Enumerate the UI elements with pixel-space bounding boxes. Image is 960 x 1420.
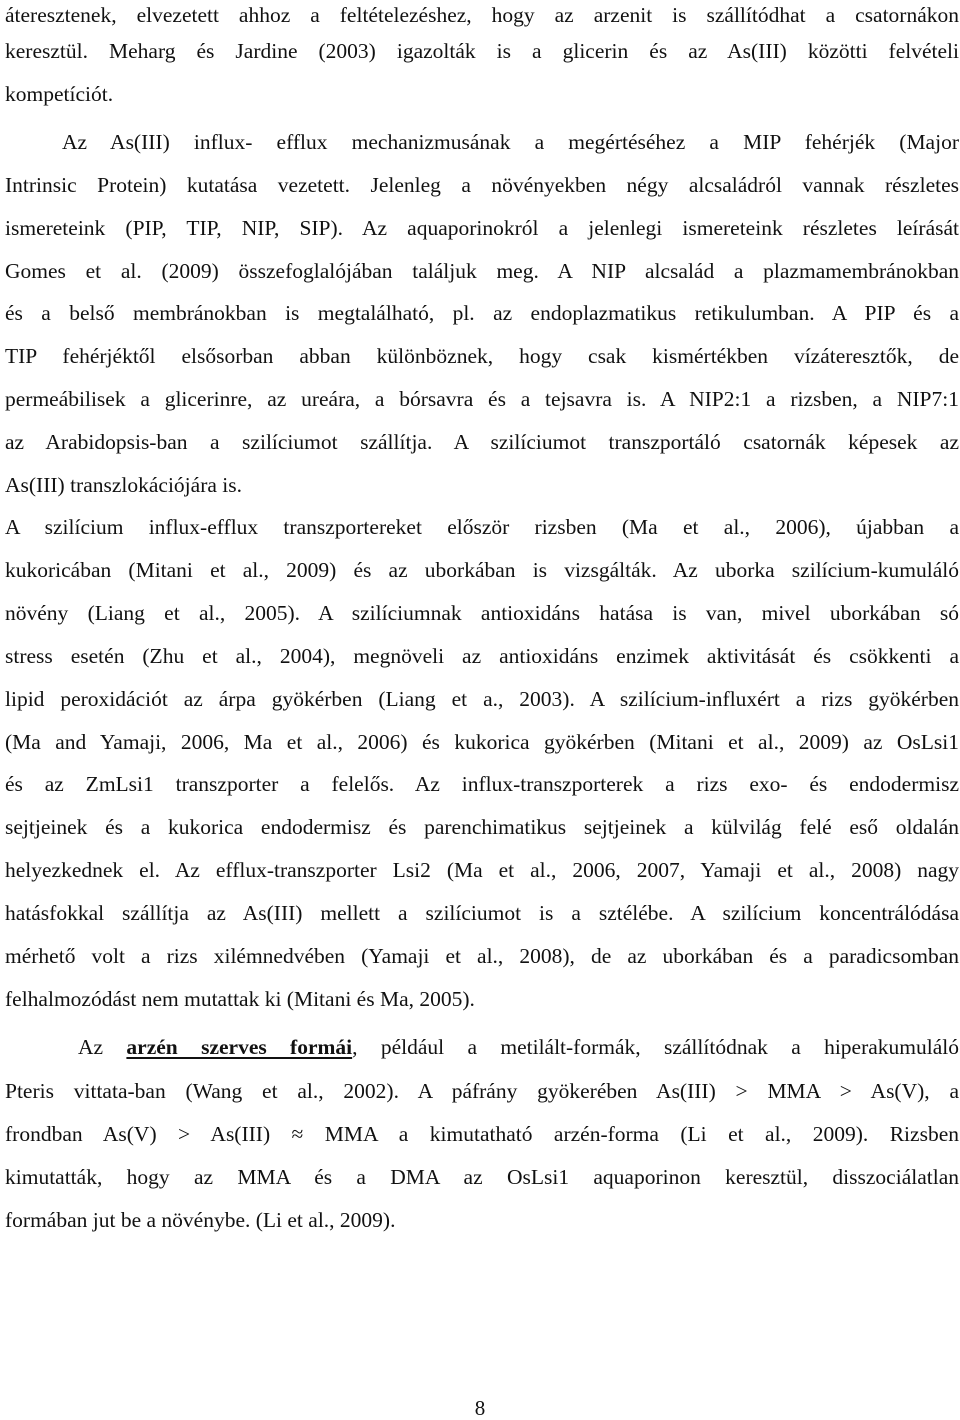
text-line: A szilícium influx-efflux transzportereket először rizsben (Ma et al., 2006), újabban a <box>5 515 959 539</box>
text-line: kimutatták, hogy az MMA és a DMA az OsLsi1 aquaporinon keresztül, disszociálatlan <box>5 1165 959 1189</box>
text-line: és a belső membránokban is megtalálható, pl. az endoplazmatikus retikulumban. A PIP és a <box>5 301 959 325</box>
text-line: helyezkednek el. Az efflux-transzporter Lsi2 (Ma et al., 2006, 2007, Yamaji et al., 2008) nagy <box>5 858 959 882</box>
text-line: permeábilisek a glicerinre, az ureára, a bórsavra és a tejsavra is. A NIP2:1 a rizsben, a NIP7:1 <box>5 387 959 411</box>
page-number: 8 <box>474 1396 486 1420</box>
text-line: kompetíciót. <box>5 82 114 106</box>
text-line: formában jut be a növénybe. (Li et al., 2009). <box>5 1208 396 1232</box>
text-segment: , például a metilált-formák, szállítódnak a hiperakumuláló <box>352 1035 960 1059</box>
text-line: áteresztenek, elvezetett ahhoz a feltételezéshez, hogy az arzenit is szállítódhat a csatornákon <box>5 3 959 27</box>
text-line: sejtjeinek és a kukorica endodermisz és parenchimatikus sejtjeinek a külvilág felé eső oldalán <box>5 815 959 839</box>
text-line: kukoricában (Mitani et al., 2009) és az uborkában is vizsgálták. Az uborka szilícium-kumuláló <box>5 558 959 582</box>
text-line: lipid peroxidációt az árpa gyökérben (Liang et a., 2003). A szilícium-influxért a rizs gyökérben <box>5 687 959 711</box>
text-line: (Ma and Yamaji, 2006, Ma et al., 2006) és kukorica gyökérben (Mitani et al., 2009) az OsLsi1 <box>5 730 959 754</box>
text-line: felhalmozódást nem mutattak ki (Mitani és Ma, 2005). <box>5 987 475 1011</box>
text-line: TIP fehérjéktől elsősorban abban különböznek, hogy csak kismértékben vízáteresztők, de <box>5 344 959 368</box>
text-line: növény (Liang et al., 2005). A szilíciumnak antioxidáns hatása is van, mivel uborkában só <box>5 601 959 625</box>
text-line: Az As(III) influx- efflux mechanizmusának a megértéséhez a MIP fehérjék (Major <box>62 130 959 154</box>
text-line: Gomes et al. (2009) összefoglalójában találjuk meg. A NIP alcsalád a plazmamembránokban <box>5 259 959 283</box>
text-line: hatásfokkal szállítja az As(III) mellett a szilíciumot is a sztélébe. A szilícium koncentrálódása <box>5 901 959 925</box>
text-segment: Az <box>78 1035 127 1059</box>
paragraph-arzen-szerves-formai <box>78 1032 959 1062</box>
text-line: stress esetén (Zhu et al., 2004), megnöveli az antioxidáns enzimek aktivitását és csökkenti a <box>5 644 959 668</box>
text-line: mérhető volt a rizs xilémnedvében (Yamaji et al., 2008), de az uborkában és a paradicsomban <box>5 944 959 968</box>
text-line: ismereteink (PIP, TIP, NIP, SIP). Az aquaporinokról a jelenlegi ismereteink részletes leírását <box>5 216 959 240</box>
text-line: az Arabidopsis-ban a szilíciumot szállítja. A szilíciumot transzportáló csatornák képesek az <box>5 430 959 454</box>
text-line: keresztül. Meharg és Jardine (2003) igazolták is a glicerin és az As(III) közötti felvételi <box>5 39 959 63</box>
text-line: As(III) transzlokációjára is. <box>5 473 242 497</box>
emphasis-underlined: arzén szerves formái <box>126 1035 353 1059</box>
text-line: frondban As(V) > As(III) ≈ MMA a kimutatható arzén-forma (Li et al., 2009). Rizsben <box>5 1122 959 1146</box>
text-line: és az ZmLsi1 transzporter a felelős. Az influx-transzporterek a rizs exo- és endodermisz <box>5 772 959 796</box>
text-line: Intrinsic Protein) kutatása vezetett. Jelenleg a növényekben négy alcsaládról vannak részletes <box>5 173 959 197</box>
text-line: Pteris vittata-ban (Wang et al., 2002). A páfrány gyökerében As(III) > MMA > As(V), a <box>5 1079 959 1103</box>
